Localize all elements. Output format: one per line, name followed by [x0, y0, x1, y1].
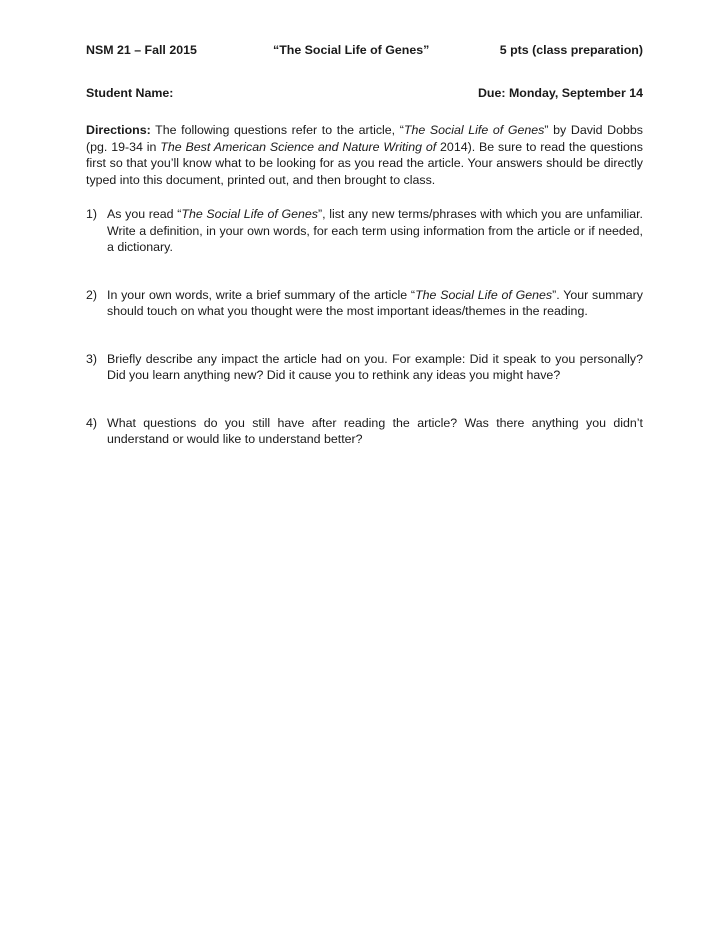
header-row [86, 43, 643, 61]
document-title: “The Social Life of Genes” [273, 43, 430, 57]
question-item [86, 287, 643, 320]
question-item [86, 351, 643, 384]
question-text: As you read “ [107, 207, 182, 221]
question-number: 3) [86, 351, 98, 366]
directions-text-1: The following questions refer to the article, “ [150, 123, 404, 137]
question-item [86, 415, 643, 448]
directions-text-2: ” by David Dobbs (pg. 19-34 in [86, 123, 644, 154]
due-date: Due: Monday, September 14 [477, 86, 643, 100]
directions-text-3: 2014). Be sure to read the questions first so that you’ll know what to be looking for as you read the article. Your answers should be directly typed into this document, printed out, and then brought to class. [86, 139, 644, 187]
question-number: 2) [86, 287, 98, 302]
directions-paragraph [86, 122, 643, 188]
question-number: 1) [86, 207, 98, 221]
book-title: The Best American Science and Nature Writing of [160, 139, 437, 154]
document-page [86, 43, 643, 448]
student-row [86, 86, 643, 104]
points-label: 5 pts (class preparation) [499, 43, 643, 57]
question-text-cont: ”, list any new terms/phrases with which you are unfamiliar. Write a definition, in your own words, for each term using information from the article or if needed, a dictionary. [107, 207, 643, 254]
question-text: What questions do you still have after reading the article? Was there anything you didn’t understand or would like to understand better? [107, 415, 643, 446]
article-title: The Social Life of Genes [403, 123, 545, 137]
question-text: In your own words, write a brief summary of the article “ [107, 287, 416, 302]
question-text-cont: ”. Your summary should touch on what you thought were the most important ideas/themes in the reading. [107, 287, 644, 318]
question-article-title: The Social Life of Genes [415, 287, 553, 302]
student-name-label: Student Name: [86, 86, 174, 100]
course-label: NSM 21 – Fall 2015 [86, 43, 197, 57]
question-list [86, 206, 643, 448]
question-number: 4) [86, 415, 98, 430]
directions-label: Directions: [86, 123, 151, 137]
question-text: Briefly describe any impact the article had on you. For example: Did it speak to you personally? Did you learn anything new? Did it cause you to rethink any ideas you might have? [107, 351, 643, 382]
question-item [86, 206, 643, 256]
question-article-title: The Social Life of Genes [181, 207, 318, 221]
